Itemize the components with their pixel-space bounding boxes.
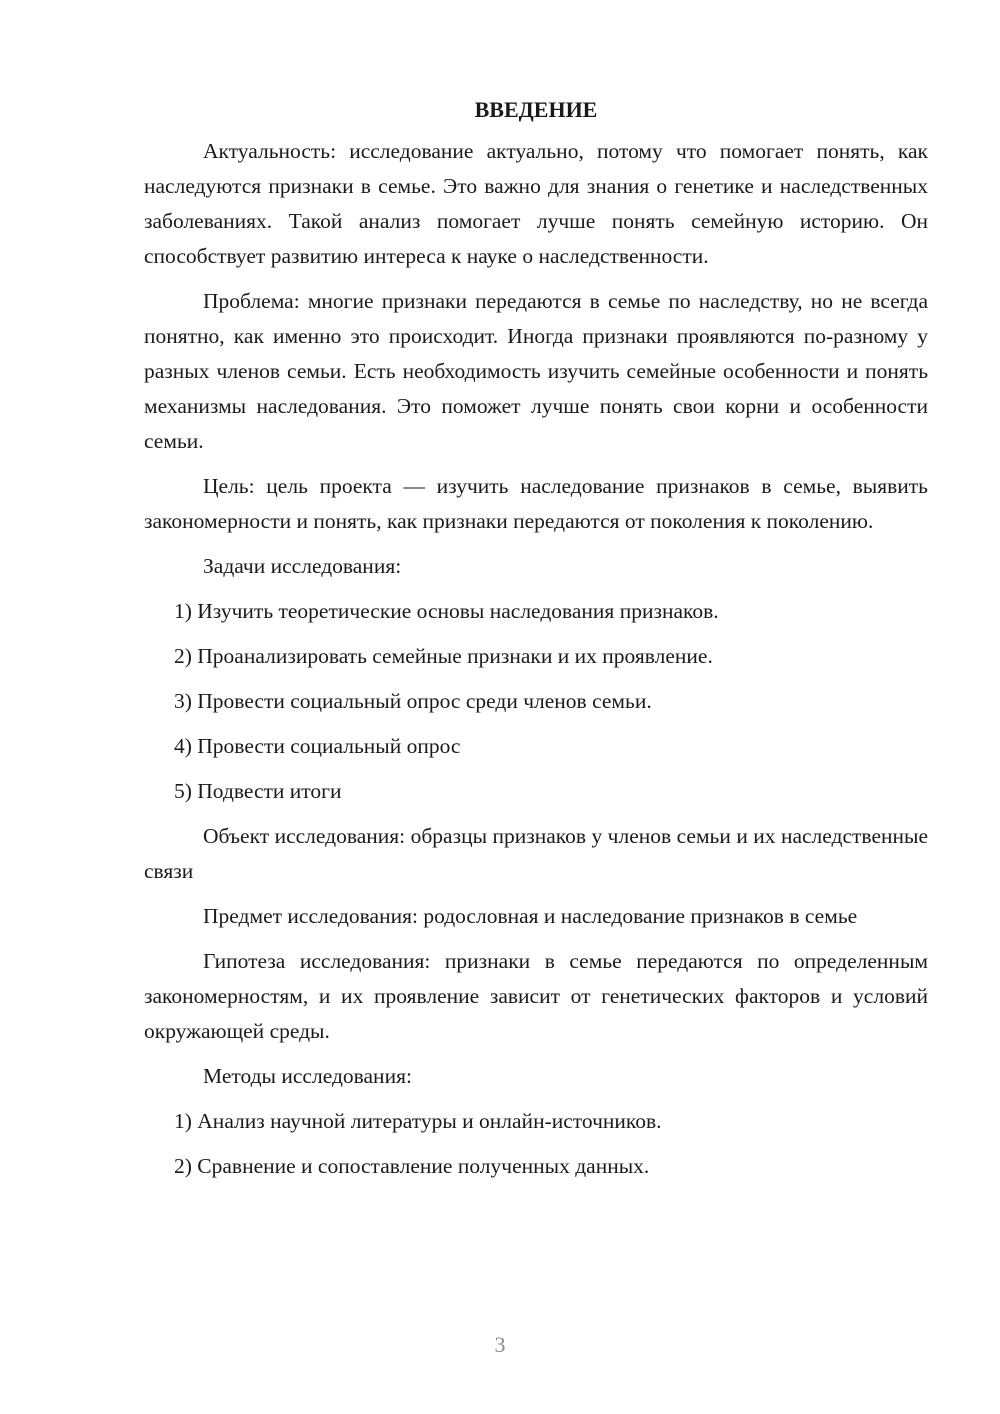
task-item-1: 1) Изучить теоретические основы наследования признаков. xyxy=(174,599,719,623)
paragraph-subject: Предмет исследования: родословная и наследование признаков в семье xyxy=(203,904,858,928)
task-item-3: 3) Провести социальный опрос среди членов семьи. xyxy=(174,689,652,713)
tasks-label: Задачи исследования: xyxy=(203,554,402,578)
paragraph-problem: Проблема: многие признаки передаются в семье по наследству, но не всегда понятно, как именно это происходит. Иногда признаки проявляются по-разному у разных членов семьи. Есть необходимость изучить семейные особенности и понять механизмы наследования. Это поможет лучше понять свои корни и особенности семьи. xyxy=(144,289,928,453)
methods-list xyxy=(144,1104,928,1184)
task-item-5: 5) Подвести итоги xyxy=(174,779,342,803)
methods-label: Методы исследования: xyxy=(203,1064,412,1088)
paragraph-hypothesis: Гипотеза исследования: признаки в семье передаются по определенным закономерностям, и их проявление зависит от генетических факторов и условий окружающей среды. xyxy=(144,949,928,1043)
section-heading: ВВЕДЕНИЕ xyxy=(474,97,598,122)
document-page xyxy=(144,92,928,1194)
task-item-4: 4) Провести социальный опрос xyxy=(174,734,461,758)
method-item-2: 2) Сравнение и сопоставление полученных данных. xyxy=(174,1154,650,1178)
task-item-2: 2) Проанализировать семейные признаки и их проявление. xyxy=(174,644,713,668)
paragraph-goal: Цель: цель проекта — изучить наследование признаков в семье, выявить закономерности и понять, как признаки передаются от поколения к поколению. xyxy=(144,474,928,533)
page-number: 3 xyxy=(494,1332,506,1357)
paragraph-relevance: Актуальность: исследование актуально, потому что помогает понять, как наследуются признаки в семье. Это важно для знания о генетике и наследственных заболеваниях. Такой анализ помогает лучше понять семейную историю. Он способствует развитию интереса к науке о наследственности. xyxy=(144,139,928,268)
method-item-1: 1) Анализ научной литературы и онлайн-источников. xyxy=(174,1109,662,1133)
paragraph-object: Объект исследования: образцы признаков у членов семьи и их наследственные связи xyxy=(144,824,928,883)
tasks-list xyxy=(144,594,928,809)
